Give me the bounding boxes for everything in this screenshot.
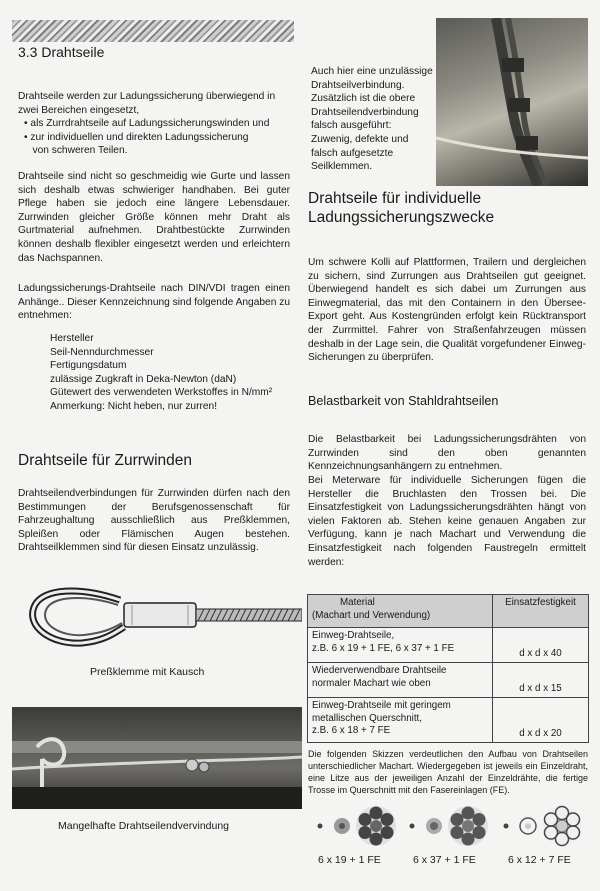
caption-press-clamp: Preßklemme mit Kausch xyxy=(90,666,205,678)
cell-text: metallischen Querschnitt, xyxy=(312,712,422,724)
individual-paragraph: Um schwere Kolli auf Plattformen, Trailern und dergleichen zu sichern, sind Zurrungen aus Drahtseilen gut geeignet. Überwiegend handelt es sich dabei um Zurrungen aus Einwegmaterial, das mit den Containern in den Übersee-Export geht. Aus Kostengründen erfolgt kein Rücktransport der Zurrmittel. Fahrer von Straßenfahrzeugen müssen deshalb in der Lage sein, die Qualität vorgefundener Einweg-Sicherungen zu überprüfen. xyxy=(308,257,586,364)
marking-paragraph: Ladungssicherungs-Drahtseile nach DIN/VDI tragen einen Anhänge.. Dieser Kennzeichnung sind folgende Angaben zu entnehmen: xyxy=(18,283,290,322)
header-material-sub: (Machart und Verwendung) xyxy=(312,609,431,621)
header-material: Material xyxy=(340,597,375,608)
sketch-label: 6 x 37 + 1 FE xyxy=(413,854,476,866)
table-cell-value: d x d x 40 xyxy=(493,628,589,663)
cell-text: Einweg-Drahtseile, xyxy=(312,630,395,641)
photo-rope-clamps xyxy=(436,18,588,186)
photo-description: Auch hier eine unzulässige Drahtseilverbindung. Zusätzlich ist die obere Drahtseilendverbindung falsch ausgeführt: Zuwenig, defekte und falsch aufgesetzte Seilklemmen. xyxy=(311,66,433,173)
table-cell-material xyxy=(308,628,493,663)
marking-list-item: zulässige Zugkraft in Deka-Newton (daN) xyxy=(50,373,237,385)
marking-list-item: Fertigungsdatum xyxy=(50,360,127,372)
marking-list-item: Hersteller xyxy=(50,333,94,344)
handling-paragraph: Drahtseile sind nicht so geschmeidig wie Gurte und lassen sich deshalb etwas schwieriger handhaben. Bei guter Pflege haben sie jedoch eine längere Lebensdauer. Zurrwinden gleicher Größe können mehr Draht als Gurtmaterial aufnehmen. Drahtbestückte Zurrwinden können deshalb flexibler eingesetzt werden und erleichtern das Nachspannen. xyxy=(18,171,290,264)
table-cell-material xyxy=(308,698,493,743)
press-clamp-illustration xyxy=(12,565,302,670)
photo-faulty-connection xyxy=(12,707,302,809)
bullet-item: • als Zurrdrahtseile auf Ladungssicherungswinden und xyxy=(24,118,270,130)
zurrwinden-paragraph: Drahtseilendverbindungen für Zurrwinden dürfen nach den Bestimmungen der Berufsgenossenschaft für Fahrzeughaltung ausschließlich aus Preßklemmen, Spleißen oder Flämischen Augen bestehen. Drahtseilklemmen sind für diesen Einsatz unzulässig. xyxy=(18,488,290,554)
marking-list-item: Seil-Nenndurchmesser xyxy=(50,346,154,358)
table-header-value: Einsatzfestigkeit xyxy=(493,595,589,628)
marking-list xyxy=(50,332,295,414)
marking-list-item: Gütewert des verwendeten Werkstoffes in N/mm² xyxy=(50,387,273,399)
sketch-paragraph: Die folgenden Skizzen verdeutlichen den Aufbau von Drahtseilen unterschiedlicher Machart. Wiedergegeben ist jeweils ein Einzeldraht, eine Litze aus der jeweiligen Anzahl der Einzeldrähte, die fertige Trosse im Querschnitt mit den Fasereinlagen (FE). xyxy=(308,749,588,795)
table-cell-value: d x d x 20 xyxy=(493,698,589,743)
table-header-row xyxy=(308,595,589,628)
sketch-label: 6 x 19 + 1 FE xyxy=(318,854,381,866)
marking-list-item: Anmerkung: Nicht heben, nur zurren! xyxy=(50,400,218,412)
cell-text: normaler Machart wie oben xyxy=(312,677,431,689)
cross-section-6x19 xyxy=(318,806,397,846)
faulty-connection-drawing xyxy=(12,707,302,809)
press-sleeve xyxy=(124,603,196,627)
cell-text: Einweg-Drahtseile mit geringem xyxy=(312,700,451,711)
intro-line: Drahtseile werden zur Ladungssicherung überwiegend in xyxy=(18,91,276,102)
bullet-item: • zur individuellen und direkten Ladungssicherung xyxy=(24,131,249,143)
table-row xyxy=(308,698,589,743)
rope-clamps-drawing xyxy=(436,18,588,186)
thimble-drawing xyxy=(33,591,124,643)
cell-text: z.B. 6 x 18 + 7 FE xyxy=(312,725,391,736)
rope-cross-sections xyxy=(312,802,590,850)
belastbarkeit-paragraph-1: Die Belastbarkeit bei Ladungssicherungsdrähten von Zurrwinden sind den oben genannten Kennzeichnungsanhängern zu entnehmen. xyxy=(308,434,586,473)
bullet-item: von schweren Teilen. xyxy=(24,145,128,157)
section-title: 3.3 Drahtseile xyxy=(18,44,105,60)
header-rope-bar xyxy=(12,20,294,42)
heading-individual: Drahtseile für individuelle Ladungssicherungszwecke xyxy=(308,190,495,226)
table-cell-value: d x d x 15 xyxy=(493,663,589,698)
cross-section-6x12 xyxy=(504,806,583,846)
rope-strand xyxy=(196,609,302,621)
cell-text: Wiederverwendbare Drahtseile xyxy=(312,665,447,676)
belastbarkeit-paragraph-2: Bei Meterware für individuelle Sicherungen fügen die Hersteller die Bruchlasten den Trossen bei. Die Einsatzfestigkeit von Ladungssicherungsdrähten hängt von vielen Faktoren ab. Stehen keine genauen Angaben zur Verfügung, kann je nach Machart und Verwendung die Einsatzfestigkeit nach folgenden Faustregeln ermittelt werden: xyxy=(308,475,586,568)
table-row xyxy=(308,663,589,698)
table-header-material xyxy=(308,595,493,628)
table-cell-material xyxy=(308,663,493,698)
heading-zurrwinden: Drahtseile für Zurrwinden xyxy=(18,452,193,469)
intro-line: zwei Bereichen eingesetzt, xyxy=(18,104,140,116)
caption-faulty-connection: Mangelhafte Drahtseilendvervindung xyxy=(58,820,230,832)
heading-belastbarkeit: Belastbarkeit von Stahldrahtseilen xyxy=(308,394,499,408)
einsatzfestigkeit-table xyxy=(307,594,589,743)
sketch-label: 6 x 12 + 7 FE xyxy=(508,854,571,866)
intro-paragraph xyxy=(18,90,290,158)
table-row xyxy=(308,628,589,663)
cell-text: z.B. 6 x 19 + 1 FE, 6 x 37 + 1 FE xyxy=(312,642,455,654)
cross-section-6x37 xyxy=(410,806,489,846)
